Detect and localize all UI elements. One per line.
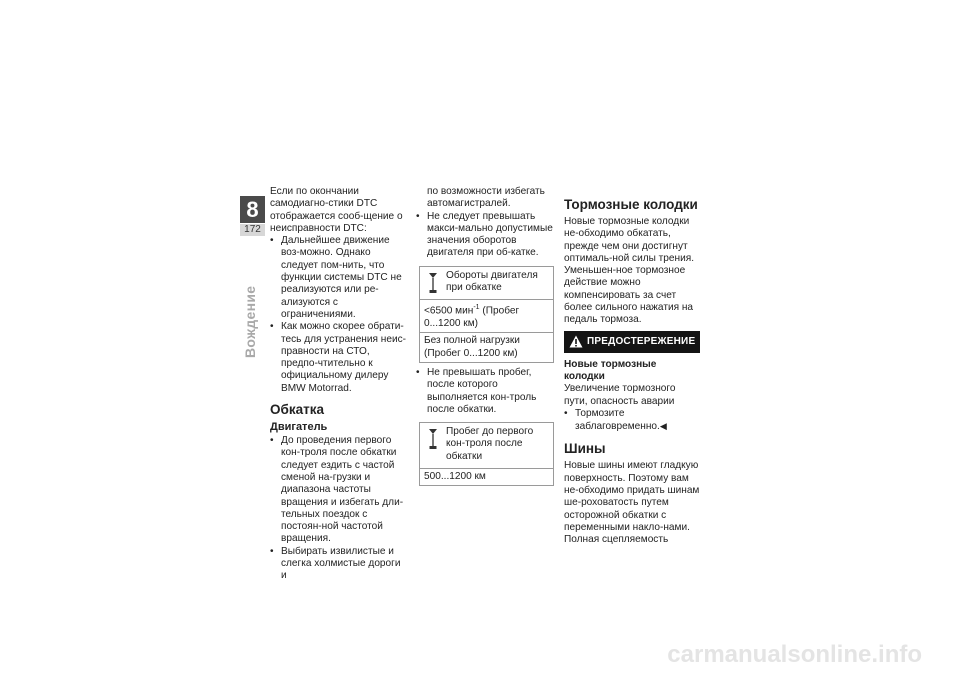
spec-box-first-inspection	[419, 422, 554, 486]
spec-row: 500...1200 км	[424, 471, 486, 482]
dtc-intro-text: Если по окончании самодиагно-стики DTC отображается сооб-щение о неисправности DTC:	[270, 186, 403, 234]
spec-value-icon	[428, 272, 438, 294]
column-3	[564, 186, 700, 547]
spec-row: Без полной нагрузки (Пробег 0...1200 км)	[420, 332, 553, 362]
warning-text: Увеличение тормозного пути, опасность аварии	[564, 383, 676, 407]
list-item: • Выбирать извилистые и слегка холмистые дороги и	[270, 546, 408, 583]
list-item: • Дальнейшее движение воз-можно. Однако следует пом-нить, что функции системы DTC не реализуются или ре-ализуются с ограничениями.	[270, 235, 408, 321]
warning-label: ПРЕДОСТЕРЕЖЕНИЕ	[587, 335, 696, 347]
spec-box-title: Пробег до первого кон-троля после обкатки	[446, 426, 534, 462]
warning-triangle-icon	[569, 335, 583, 348]
list-item: • Тормозите	[564, 408, 700, 420]
continued-text: по возможности избегать автомагистралей.	[427, 186, 545, 210]
warning-banner	[564, 331, 700, 353]
subsection-title-engine: Двигатель	[270, 421, 328, 434]
watermark: carmanualsonline.info	[667, 641, 922, 668]
end-of-section-icon: ◀	[659, 421, 667, 432]
chapter-side-label: Вождение	[242, 285, 258, 358]
list-item: • Не следует превышать макси-мально допустимые значения оборотов двигателя при об-катке.	[416, 211, 554, 260]
list-item: • Не превышать пробег, после которого выполняется кон-троль после обкатки.	[416, 367, 554, 416]
chapter-tab	[240, 196, 265, 236]
section-title-brake-pads: Тормозные колодки	[564, 197, 698, 212]
spec-box-engine-speed	[419, 266, 554, 363]
tires-text: Новые шины имеют гладкую поверхность. Поэтому вам не-обходимо придать шинам ше-роховатость путем осторожной обкатки с переменными накло-нами. Полная сцепляемость	[564, 460, 700, 546]
list-item: • Как можно скорее обрати-тесь для устранения неис-правности на СТО, предпо-чтительно к официальному дилеру BMW Motorrad.	[270, 321, 408, 395]
spec-row: <6500 мин$^{-1}$ (Пробег 0...1200 км)	[424, 304, 520, 330]
section-title-break-in: Обкатка	[270, 402, 324, 418]
column-1	[270, 186, 408, 583]
spec-value-icon	[428, 428, 438, 450]
chapter-number: 8	[240, 196, 265, 223]
section-title-tires: Шины	[564, 441, 606, 457]
list-item-continued: заблаговременно.◀	[575, 421, 667, 433]
brake-pads-text: Новые тормозные колодки не-обходимо обкатать, прежде чем они достигнут оптималь-ной силы трения. Уменьшен-ное тормозное действие можно компенсировать за счет более сильного нажатия на педаль тормоза.	[564, 216, 695, 326]
column-2	[416, 186, 554, 490]
page-number: 172	[240, 224, 265, 236]
list-item: • До проведения первого кон-троля после обкатки следует ездить с частой сменой на-грузки и диапазона частоты вращения и избегать дли-тельных поездок с постоян-ной частотой вращения.	[270, 435, 408, 546]
spec-box-title: Обороты двигателя при обкатке	[446, 269, 538, 294]
warning-title: Новые тормозные колодки	[564, 358, 657, 382]
